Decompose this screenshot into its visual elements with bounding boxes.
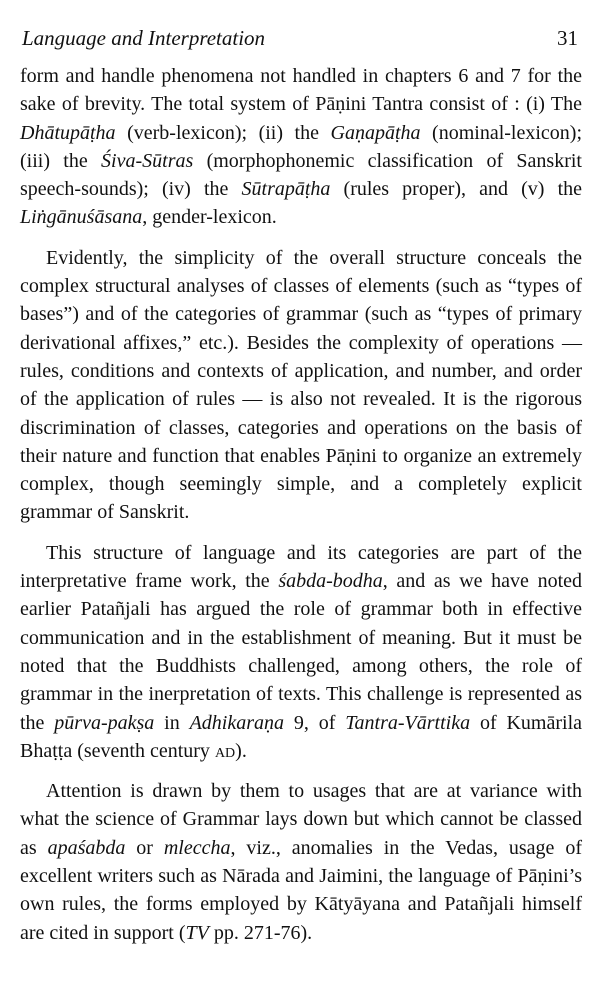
text-run: in	[154, 711, 190, 734]
paragraph-4	[20, 777, 582, 947]
italic-term: Adhikaraṇa	[189, 711, 284, 734]
small-caps-text: ad	[214, 739, 236, 762]
text-run: pp. 271-76).	[208, 921, 313, 944]
italic-term: Śiva-Sūtras	[101, 149, 194, 172]
page-number: 31	[557, 26, 578, 50]
text-run: This structure of language and its categories are part of the interpretative frame work, the	[20, 541, 582, 593]
italic-term: Sūtrapāṭha	[241, 178, 331, 201]
italic-term: pūrva-pakṣa	[54, 711, 155, 734]
paragraph-2	[20, 244, 582, 527]
italic-term: TV	[185, 921, 209, 944]
italic-term: apaśabda	[47, 836, 126, 859]
body-text	[20, 62, 582, 947]
text-run: , and as we have noted earlier Patañjali has argued the role of grammar both in effective communication and in the establishment of meaning. But it must be noted that the Buddhists challenged, among others, the role of grammar in the inerpretation of texts. This challenge is represented as the	[20, 570, 583, 734]
italic-term: Tantra-Vārttika	[345, 711, 471, 734]
text-run: (nominal-lexicon); (iii) the	[20, 121, 583, 172]
text-run: or	[125, 836, 164, 859]
text-run: form and handle phenomena not handled in chapters 6 and 7 for the sake of brevity. The total system of Pāṇini Tantra consist of : (i) The	[20, 65, 582, 116]
running-head	[22, 26, 578, 56]
italic-term: Liṅgānuśāsana	[20, 206, 143, 229]
text-run: (morphophonemic classification of Sanskrit speech-sounds); (iv) the	[20, 149, 582, 201]
italic-term: Dhātupāṭha	[20, 121, 116, 144]
italic-term: Gaṇapāṭha	[330, 121, 421, 144]
text-run: ).	[235, 739, 247, 762]
text-run: (verb-lexicon); (ii) the	[115, 121, 331, 144]
text-run: of Kumārila Bhaṭṭa (seventh century	[20, 711, 582, 762]
text-run: 9, of	[284, 711, 346, 734]
text-run: Evidently, the simplicity of the overall structure conceals the complex structural analyses of classes of elements (such as “types of bases”) and of the categories of grammar (such as “types of primary derivational affixes,” etc.). Besides the complexity of operations — rules, conditions and contexts of application, and number, and order of the application of rules — is also not revealed. It is the rigorous discrimination of classes, categories and operations on the basis of their nature and function that enables Pāṇini to organize an extremely complex, though seemingly simple, and a completely explicit grammar of Sanskrit.	[20, 246, 582, 524]
text-run: Attention is drawn by them to usages that are at variance with what the science of Grammar lays down but which cannot be classed as	[20, 780, 582, 859]
italic-term: śabda-bodha	[278, 570, 383, 593]
text-run: , viz., anomalies in the Vedas, usage of excellent writers such as Nārada and Jaimini, the language of Pāṇini’s own rules, the forms employed by Kātyāyana and Patañjali himself are cited in support (	[20, 836, 582, 944]
text-run: , gender-lexicon.	[142, 206, 277, 229]
running-title: Language and Interpretation	[22, 26, 266, 50]
paragraph-1	[20, 62, 582, 232]
text-run: (rules proper), and (v) the	[330, 178, 583, 201]
italic-term: mleccha	[163, 836, 231, 859]
paragraph-3	[20, 539, 582, 765]
